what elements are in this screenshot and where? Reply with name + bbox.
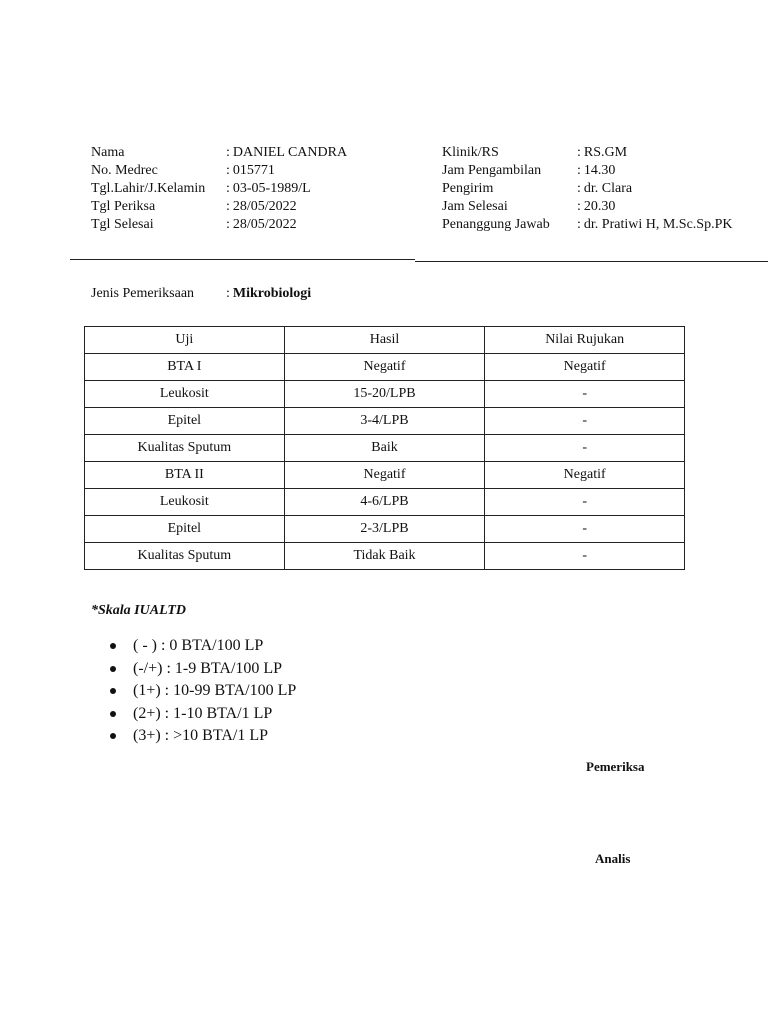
cell-result: Negatif [284, 354, 485, 381]
table-row [85, 543, 685, 570]
info-row-birth-gender [91, 180, 347, 198]
bullet-icon [110, 688, 116, 694]
scale-item-text: (3+) : >10 BTA/1 LP [133, 727, 268, 744]
signature-analyst-label: Analis [595, 851, 631, 866]
cell-test: Epitel [85, 408, 285, 435]
cell-result: 4-6/LPB [284, 489, 485, 516]
info-value: dr. Pratiwi H, M.Sc.Sp.PK [583, 217, 733, 232]
info-value: 03-05-1989/L [232, 181, 311, 196]
info-separator: : [226, 181, 230, 196]
info-value: DANIEL CANDRA [232, 145, 348, 160]
info-label: Tgl Periksa [91, 199, 156, 214]
info-separator: : [577, 217, 581, 232]
info-separator: : [577, 145, 581, 160]
column-header-result: Hasil [284, 327, 485, 354]
info-label: Penanggung Jawab [442, 217, 550, 232]
cell-test: Epitel [85, 516, 285, 543]
table-row [85, 354, 685, 381]
info-row-medrec [91, 162, 347, 180]
cell-reference: - [485, 516, 685, 543]
scale-item-text: (-/+) : 1-9 BTA/100 LP [133, 659, 283, 677]
cell-reference: - [485, 408, 685, 435]
info-separator: : [226, 199, 230, 214]
cell-reference: - [485, 435, 685, 462]
cell-test: Leukosit [85, 489, 285, 516]
cell-test: Kualitas Sputum [85, 543, 285, 570]
patient-info-right [442, 144, 732, 234]
info-value: 28/05/2022 [232, 199, 297, 214]
info-row-nama [91, 144, 347, 162]
cell-test: BTA II [85, 462, 285, 489]
list-item [105, 703, 296, 726]
list-item [105, 635, 296, 658]
info-row-finish-date [91, 216, 347, 234]
cell-result: Negatif [284, 462, 485, 489]
list-item [105, 658, 296, 681]
bullet-icon [110, 711, 116, 717]
bullet-icon [110, 643, 116, 649]
bullet-icon [110, 733, 116, 739]
header-divider [70, 259, 415, 260]
table-header-row [85, 327, 685, 354]
info-label: Nama [91, 145, 125, 160]
info-label: Tgl.Lahir/J.Kelamin [91, 181, 206, 196]
table-row [85, 381, 685, 408]
info-row-sender [442, 180, 732, 198]
exam-type-separator: : [226, 286, 230, 301]
info-label: No. Medrec [91, 163, 158, 178]
scale-list [105, 635, 296, 748]
info-label: Jam Pengambilan [442, 163, 542, 178]
table-row [85, 489, 685, 516]
cell-result: 2-3/LPB [284, 516, 485, 543]
info-label: Tgl Selesai [91, 217, 154, 232]
cell-result: 3-4/LPB [284, 408, 485, 435]
info-row-finish-time [442, 198, 732, 216]
list-item [105, 725, 296, 748]
cell-result: Baik [284, 435, 485, 462]
info-value: dr. Clara [583, 181, 633, 196]
bullet-icon [110, 666, 116, 672]
info-separator: : [577, 163, 581, 178]
cell-reference: Negatif [485, 462, 685, 489]
table-row [85, 408, 685, 435]
info-value: 015771 [232, 163, 275, 178]
info-row-clinic [442, 144, 732, 162]
info-separator: : [577, 181, 581, 196]
scale-title: *Skala IUALTD [91, 603, 187, 618]
scale-item-text: ( - ) : 0 BTA/100 LP [133, 637, 264, 654]
info-row-collection-time [442, 162, 732, 180]
exam-type-value: Mikrobiologi [232, 286, 312, 301]
list-item [105, 680, 296, 703]
cell-result: Tidak Baik [284, 543, 485, 570]
cell-result: 15-20/LPB [284, 381, 485, 408]
patient-info-left [91, 144, 347, 234]
header-divider [415, 261, 768, 262]
exam-type-label: Jenis Pemeriksaan [91, 286, 195, 301]
info-value: RS.GM [583, 145, 628, 160]
info-value: 14.30 [583, 163, 616, 178]
info-row-responsible [442, 216, 732, 234]
info-label: Pengirim [442, 181, 494, 196]
cell-reference: Negatif [485, 354, 685, 381]
info-value: 20.30 [583, 199, 616, 214]
signature-examiner-label: Pemeriksa [586, 759, 645, 774]
cell-reference: - [485, 543, 685, 570]
info-separator: : [226, 145, 230, 160]
cell-reference: - [485, 381, 685, 408]
info-separator: : [577, 199, 581, 214]
info-value: 28/05/2022 [232, 217, 297, 232]
column-header-test: Uji [85, 327, 285, 354]
cell-test: Kualitas Sputum [85, 435, 285, 462]
scale-item-text: (2+) : 1-10 BTA/1 LP [133, 704, 273, 722]
info-row-exam-date [91, 198, 347, 216]
cell-test: BTA I [85, 354, 285, 381]
results-table [84, 326, 685, 570]
cell-test: Leukosit [85, 381, 285, 408]
info-separator: : [226, 217, 230, 232]
table-row [85, 462, 685, 489]
table-row [85, 516, 685, 543]
table-row [85, 435, 685, 462]
info-label: Jam Selesai [442, 199, 508, 214]
scale-item-text: (1+) : 10-99 BTA/100 LP [133, 682, 297, 699]
info-label: Klinik/RS [442, 145, 499, 160]
exam-type [91, 285, 311, 303]
info-separator: : [226, 163, 230, 178]
cell-reference: - [485, 489, 685, 516]
column-header-reference: Nilai Rujukan [485, 327, 685, 354]
